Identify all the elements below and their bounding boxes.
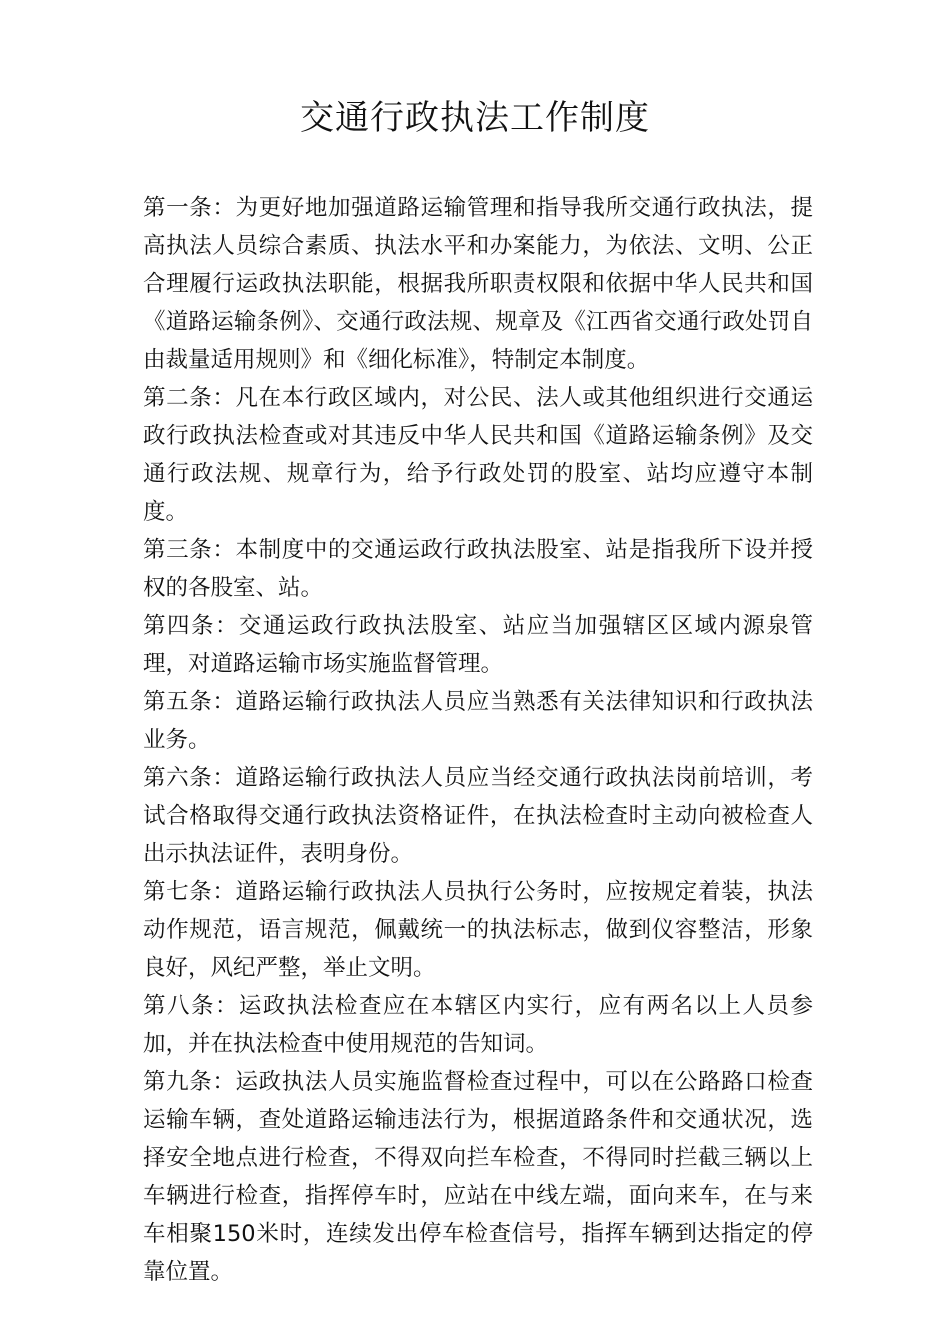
article-8: 第八条：运政执法检查应在本辖区内实行，应有两名以上人员参加，并在执法检查中使用规范的告知词。	[143, 993, 813, 1057]
article-7: 第七条：道路运输行政执法人员执行公务时，应按规定着装，执法动作规范，语言规范，佩戴统一的执法标志，做到仪容整洁，形象良好，风纪严整，举止文明。	[143, 879, 813, 981]
article-4: 第四条：交通运政行政执法股室、站应当加强辖区区域内源泉管理，对道路运输市场实施监督管理。	[143, 613, 813, 677]
article-1: 第一条：为更好地加强道路运输管理和指导我所交通行政执法，提高执法人员综合素质、执法水平和办案能力，为依法、文明、公正合理履行运政执法职能，根据我所职责权限和依据中华人民共和国《道路运输条例》、交通行政法规、规章及《江西省交通行政处罚自由裁量适用规则》和《细化标准》，特制定本制度。	[143, 195, 813, 373]
article-9: 第九条：运政执法人员实施监督检查过程中，可以在公路路口检查运输车辆，查处道路运输违法行为，根据道路条件和交通状况，选择安全地点进行检查，不得双向拦车检查，不得同时拦截三辆以上车辆进行检查，指挥停车时，应站在中线左端，面向来车，在与来车相聚150米时，连续发出停车检查信号，指挥车辆到达指定的停靠位置。	[143, 1069, 813, 1285]
document-body	[143, 189, 813, 1291]
article-2: 第二条：凡在本行政区域内，对公民、法人或其他组织进行交通运政行政执法检查或对其违反中华人民共和国《道路运输条例》及交通行政法规、规章行为，给予行政处罚的股室、站均应遵守本制度。	[143, 385, 813, 525]
article-3: 第三条：本制度中的交通运政行政执法股室、站是指我所下设并授权的各股室、站。	[143, 537, 813, 601]
article-5: 第五条：道路运输行政执法人员应当熟悉有关法律知识和行政执法业务。	[143, 689, 813, 753]
document-title: 交通行政执法工作制度	[300, 98, 650, 138]
article-6: 第六条：道路运输行政执法人员应当经交通行政执法岗前培训，考试合格取得交通行政执法资格证件，在执法检查时主动向被检查人出示执法证件，表明身份。	[143, 765, 813, 867]
